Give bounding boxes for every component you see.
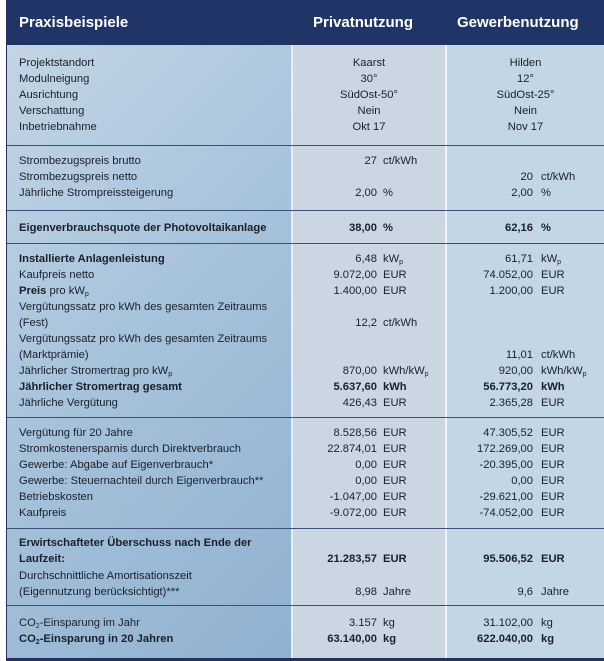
privat-value: Kaarst [352,57,386,69]
privat-unit: % [383,222,393,234]
privat-value: 8.528,56 [333,427,377,439]
gewerbe-value: -74.052,00 [479,507,533,519]
gewerbe-value: SüdOst-25° [496,89,555,101]
gewerbe-unit: EUR [541,285,565,297]
gewerbe-unit: EUR [541,475,565,487]
gewerbe-value: 74.052,00 [483,269,533,281]
gewerbe-value: 12° [517,73,534,85]
gewerbe-value: 20 [520,171,533,183]
gewerbe-unit: kg [541,633,555,645]
privat-value: 8,98 [355,586,377,598]
section-divider [7,145,604,146]
gewerbe-value: 11,01 [505,349,533,361]
gewerbe-unit: EUR [541,269,565,281]
gewerbe-unit: ct/kWh [541,349,576,361]
gewerbe-unit: kWh/$kW_p$ [541,365,587,378]
row-label: Strombezugspreis netto [19,171,138,183]
gewerbe-value: 2,00 [511,187,533,199]
gewerbe-unit: EUR [541,443,565,455]
gewerbe-unit: EUR [541,507,565,519]
privat-unit: EUR [383,285,407,297]
section-divider [7,210,604,211]
privat-unit: kg [383,633,397,645]
gewerbe-value: 31.102,00 [483,617,533,629]
gewerbe-value: 62,16 [505,222,533,234]
privat-value: 22.874,01 [327,443,377,455]
row-label: Vergütungssatz pro kWh des gesamten Zeitraums [19,333,268,345]
privat-unit: EUR [383,507,407,519]
row-label: Vergütungssatz pro kWh des gesamten Zeitraums [19,301,268,313]
row-label: Inbetriebnahme [19,121,97,133]
row-label: Vergütung für 20 Jahre [19,427,133,439]
privat-value: 30° [360,73,378,85]
privat-value: 870,00 [342,365,377,377]
row-label: Modulneigung [19,73,90,85]
gewerbe-value: Hilden [509,57,542,69]
privat-value: 21.283,57 [327,553,377,565]
privat-unit: Jahre [383,586,411,598]
row-label: Jährlicher Stromertrag pro $kW_p$ [19,365,173,378]
gewerbe-unit: kWh [541,381,565,393]
gewerbe-value: 9,6 [517,586,533,598]
row-label: (Eigennutzung berücksichtigt)*** [19,586,180,598]
privat-unit: EUR [383,553,407,565]
gewerbe-value: 56.773,20 [483,381,533,393]
privat-unit: EUR [383,475,407,487]
privat-unit: % [383,187,393,199]
row-label: Laufzeit: [19,553,65,565]
privat-unit: $kW_p$ [383,253,404,266]
privat-value: 12,2 [355,317,377,329]
table-header [7,0,604,45]
gewerbe-unit: Jahre [541,586,569,598]
privat-unit: EUR [383,443,407,455]
privat-value: 6,48 [355,253,377,265]
row-label: Eigenverbrauchsquote der Photovoltaikanlage [19,222,267,234]
section-divider [7,243,604,244]
privat-value: 5.637,60 [333,381,377,393]
privat-value: -9.072,00 [329,507,377,519]
row-label: Projektstandort [19,57,95,69]
row-label: Stromkostenersparnis durch Direktverbrauch [19,443,241,455]
row-label: Gewerbe: Steuernachteil durch Eigenverbrauch** [19,475,264,487]
privat-value: -1.047,00 [329,491,377,503]
privat-unit: EUR [383,397,407,409]
header-gewerbe: Gewerbenutzung [457,14,579,31]
row-label: Ausrichtung [19,89,79,101]
gewerbe-value: 1.200,00 [489,285,533,297]
privat-value: 0,00 [355,459,377,471]
row-label: Installierte Anlagenleistung [19,253,165,265]
privat-unit: kWh [383,381,407,393]
gewerbe-unit: ct/kWh [541,171,576,183]
row-label: (Marktprämie) [19,349,89,361]
privat-value: 63.140,00 [327,633,377,645]
privat-value: 426,43 [342,397,377,409]
privat-unit: EUR [383,269,407,281]
privat-value: Nein [357,105,381,117]
privat-value: 38,00 [349,222,377,234]
gewerbe-unit: EUR [541,427,565,439]
privat-value: 1.400,00 [333,285,377,297]
gewerbe-unit: $kW_p$ [541,253,562,266]
row-label: Verschattung [19,105,85,117]
gewerbe-value: Nein [513,105,537,117]
section-divider [7,605,604,606]
gewerbe-unit: % [541,187,551,199]
gewerbe-unit: EUR [541,459,565,471]
row-label: Gewerbe: Abgabe auf Eigenverbrauch* [19,459,214,471]
gewerbe-unit: % [541,222,551,234]
row-label: Kaufpreis [19,507,67,519]
privat-unit: EUR [383,459,407,471]
row-label: Kaufpreis netto [19,269,95,281]
row-label: Jährliche Strompreissteigerung [19,187,174,199]
gewerbe-value: -29.621,00 [479,491,533,503]
privat-unit: EUR [383,427,407,439]
gewerbe-unit: EUR [541,491,565,503]
row-label: Betriebskosten [19,491,94,503]
gewerbe-value: 2.365,28 [489,397,533,409]
privat-value: 27 [364,155,377,167]
row-label: Preis pro $kW_p$ [19,285,89,298]
row-label: Erwirtschafteter Überschuss nach Ende der [19,537,252,549]
privat-value: SüdOst-50° [340,89,398,101]
gewerbe-value: 47.305,52 [483,427,533,439]
gewerbe-unit: EUR [541,553,565,565]
row-label: $CO_2$-Einsparung in 20 Jahren [19,633,174,646]
privat-value: 0,00 [355,475,377,487]
privat-unit: kWh/$kW_p$ [383,365,429,378]
privat-value: 3.157 [349,617,377,629]
gewerbe-value: 172.269,00 [477,443,533,455]
row-label: Durchschnittliche Amortisationszeit [19,570,192,582]
section-divider [7,417,604,418]
header-privat: Privatnutzung [313,14,413,31]
row-label: (Fest) [19,317,49,329]
row-label: Jährliche Vergütung [19,397,118,409]
privat-value: 2,00 [355,187,377,199]
gewerbe-value: 920,00 [498,365,533,377]
gewerbe-unit: kg [541,617,553,629]
comparison-table [6,0,604,661]
gewerbe-value: -20.395,00 [479,459,533,471]
section-divider [7,528,604,529]
privat-value: Okt 17 [352,121,386,133]
privat-unit: ct/kWh [383,317,418,329]
row-label: $CO_2$-Einsparung im Jahr [19,617,140,630]
row-label: Jährlicher Stromertrag gesamt [19,381,182,393]
header-title: Praxisbeispiele [19,14,129,31]
privat-value: 9.072,00 [333,269,377,281]
privat-unit: ct/kWh [383,155,418,167]
gewerbe-value: 61,71 [505,253,533,265]
gewerbe-value: Nov 17 [507,121,544,133]
gewerbe-value: 622.040,00 [477,633,533,645]
gewerbe-value: 0,00 [511,475,533,487]
row-label: Strombezugspreis brutto [19,155,141,167]
gewerbe-value: 95.506,52 [483,553,533,565]
privat-unit: EUR [383,491,407,503]
gewerbe-unit: EUR [541,397,565,409]
privat-unit: kg [383,617,395,629]
